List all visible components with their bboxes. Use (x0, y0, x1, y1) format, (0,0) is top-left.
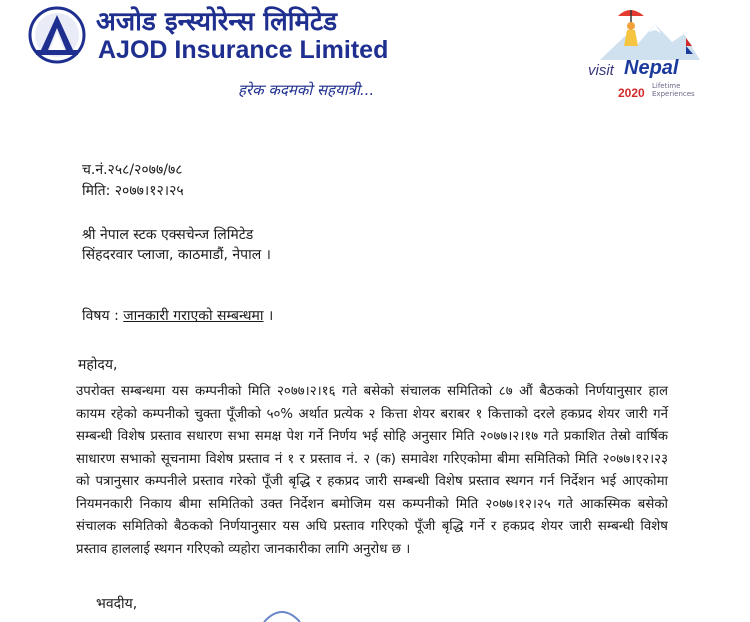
visit-year: 2020 (618, 86, 645, 100)
salutation: महोदय, (78, 357, 118, 373)
subject-line (82, 306, 273, 325)
visit-nepal-2020-logo (580, 2, 700, 102)
company-logo-icon (28, 6, 86, 64)
company-tagline: हरेक कदमको सहयात्री... (238, 81, 375, 99)
subject-text: जानकारी गराएको सम्बन्धमा (123, 308, 264, 324)
letter-body: उपरोक्त सम्बन्धमा यस कम्पनीको मिति २०७७।२।१६ गते बसेको संचालक समितिको ८७ औं बैठकको निर्णयानुसार हाल कायम रहेको कम्पनीको चुक्ता पूँजीको ५०% अर्थात प्रत्येक २ कित्ता शेयर बराबर १ कित्ताको दरले हकप्रद शेयर जारी गर्ने सम्बन्धी विशेष प्रस्ताव सधारण सभा समक्ष पेश गर्ने निर्णय भई सोहि अनुसार मिति २०७७।२।१७ गते प्रकाशित तेस्रो वार्षिक साधारण सभाको सूचनामा विशेष प्रस्ताव नं १ र प्रस्ताव नं. २ (क) समावेश गरिएकोमा बीमा समितिको मिति २०७७।१२।२३ को पत्रानुसार कम्पनीले प्रस्ताव गरेको पूँजी बृद्धि र हकप्रद जारी सम्बन्धी विशेष प्रस्ताव स्थगन गर्न निर्देशन भई आएकोमा नियमनकारी निकाय बीमा समितिको उक्त निर्देशन बमोजिम यस कम्पनीको मिति २०७७।१२।२५ गते आकस्मिक बसेको संचालक समितिको बैठकको निर्णयानुसार यस अघि प्रस्ताव गरिएको पूँजी बृद्धि गर्ने र हकप्रद शेयर जारी सम्बन्धी विशेष प्रस्ताव हाललाई स्थगन गरिएको व्यहोरा जानकारीका लागि अनुरोध छ । (76, 384, 668, 557)
nepal-word: Nepal (624, 57, 679, 79)
recipient-address: सिंहदरवार प्लाजा, काठमाडौं, नेपाल । (82, 247, 271, 263)
subject-label: विषय : (82, 308, 119, 324)
company-name-english: AJOD Insurance Limited (98, 36, 389, 64)
reference-number: च.नं.२५८/२०७७/७८ (82, 162, 183, 178)
closing: भवदीय, (96, 596, 138, 612)
visit-subtitle-line1: Lifetime (652, 82, 681, 90)
company-name-nepali: अजोड इन्स्योरेन्स लिमिटेड (96, 7, 338, 37)
visit-subtitle (652, 82, 698, 98)
visit-nepal-mountain-icon (600, 2, 700, 64)
visit-subtitle-line2: Experiences (652, 90, 695, 98)
recipient-name: श्री नेपाल स्टक एक्सचेन्ज लिमिटेड (82, 227, 254, 243)
visit-word: visit (588, 62, 614, 79)
letter-date: मिति: २०७७।१२।२५ (82, 183, 184, 199)
stamp-partial-icon (262, 602, 302, 622)
subject-end: । (263, 308, 274, 324)
